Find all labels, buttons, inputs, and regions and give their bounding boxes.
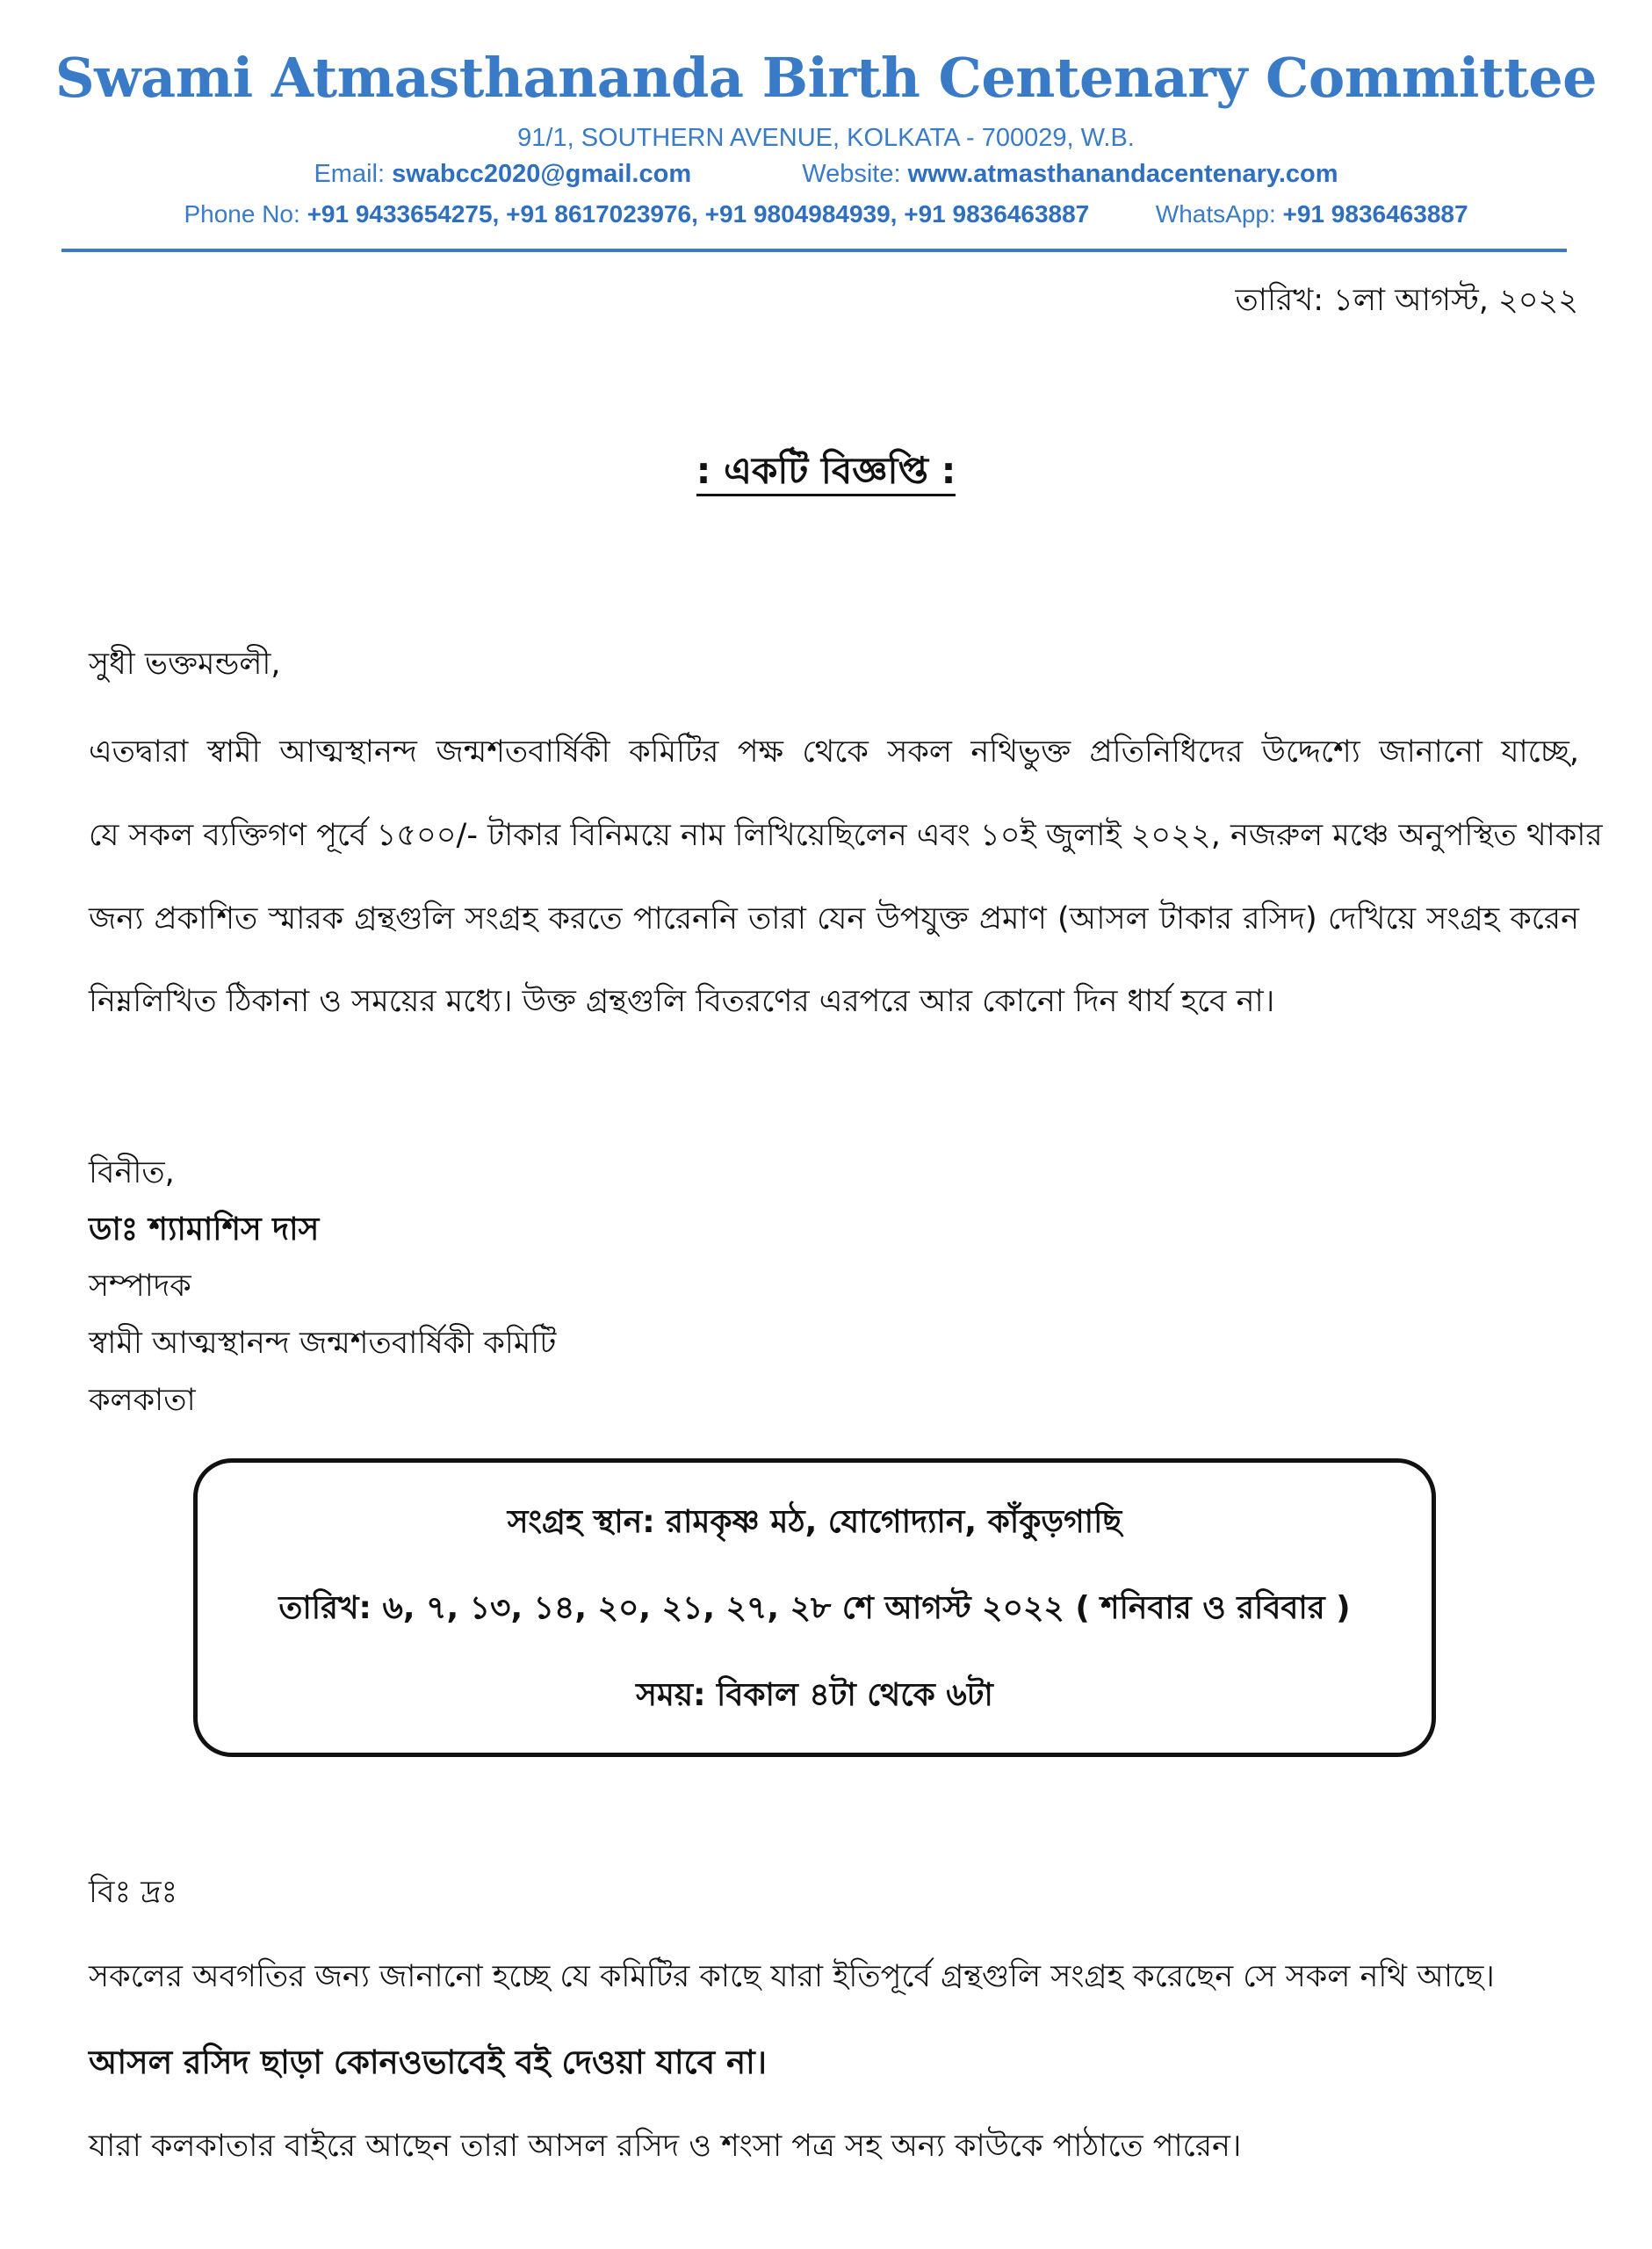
body-line: এতদ্বারা স্বামী আত্মস্থানন্দ জন্মশতবার্ষিকী কমিটির পক্ষ থেকে সকল নথিভুক্ত প্রতিনিধিদের উদ্দেশ্যে জানানো যাচ্ছে, — [89, 734, 1579, 770]
signatory-designation: সম্পাদক — [89, 1269, 191, 1304]
website-link[interactable]: www.atmasthanandacentenary.com — [907, 160, 1338, 188]
postscript-line: সকলের অবগতির জন্য জানানো হচ্ছে যে কমিটির কাছে যারা ইতিপূর্বে গ্রন্থগুলি সংগ্রহ করেছেন সে সকল নথি আছে। — [89, 1959, 1495, 1994]
signatory-city: কলকাতা — [89, 1383, 196, 1418]
whatsapp-number: +91 9836463887 — [1282, 200, 1468, 228]
body-line: নিম্নলিখিত ঠিকানা ও সময়ের মধ্যে। উক্ত গ্রন্থগুলি বিতরণের এরপরে আর কোনো দিন ধার্য হবে না। — [89, 984, 1275, 1019]
notice-heading-text: : একটি বিজ্ঞপ্তি : — [696, 449, 956, 496]
postscript-emphasis: আসল রসিদ ছাড়া কোনওভাবেই বই দেওয়া যাবে না। — [89, 2043, 768, 2081]
email-link[interactable]: swabcc2020@gmail.com — [392, 160, 692, 188]
signatory-committee: স্বামী আত্মস্থানন্দ জন্মশতবার্ষিকী কমিটি — [89, 1326, 557, 1361]
letterhead-divider — [61, 249, 1567, 252]
collection-time: সময়: বিকাল ৪টা থেকে ৬টা — [636, 1677, 993, 1713]
whatsapp-label: WhatsApp: — [1155, 200, 1276, 228]
notice-heading — [0, 442, 1652, 504]
contact-email-website-line — [0, 160, 1652, 189]
postscript-label: বিঃ দ্রঃ — [89, 1875, 178, 1910]
email-label: Email: — [314, 160, 386, 188]
website-label: Website: — [802, 160, 901, 188]
body-line: যে সকল ব্যক্তিগণ পূর্বে ১৫০০/- টাকার বিনিময়ে নাম লিখিয়েছিলেন এবং ১০ই জুলাই ২০২২, নজরুল মঞ্চে অনুপস্থিত থাকার — [89, 818, 1603, 853]
org-name: Swami Atmasthananda Birth Centenary Committee — [54, 46, 1598, 110]
phone-label: Phone No: — [184, 200, 300, 228]
contact-phone-line — [0, 200, 1652, 228]
collection-venue: সংগ্রহ স্থান: রামকৃষ্ণ মঠ, যোগোদ্যান, কাঁকুড়গাছি — [507, 1504, 1122, 1540]
body-line: জন্য প্রকাশিত স্মারক গ্রন্থগুলি সংগ্রহ করতে পারেননি তারা যেন উপযুক্ত প্রমাণ (আসল টাকার রসিদ) দেখিয়ে সংগ্রহ করেন — [89, 901, 1579, 936]
salutation: সুধী ভক্তমন্ডলী, — [89, 647, 281, 682]
collection-dates: তারিখ: ৬, ৭, ১৩, ১৪, ২০, ২১, ২৭, ২৮ শে আগস্ট ২০২২ ( শনিবার ও রবিবার ) — [278, 1590, 1351, 1626]
signatory-name: ডাঃ শ্যামাশিস দাস — [89, 1211, 320, 1247]
phone-numbers: +91 9433654275, +91 8617023976, +91 9804984939, +91 9836463887 — [307, 200, 1090, 228]
postscript-line: যারা কলকাতার বাইরে আছেন তারা আসল রসিদ ও শংসা পত্র সহ অন্য কাউকে পাঠাতে পারেন। — [89, 2129, 1242, 2164]
closing: বিনীত, — [89, 1155, 175, 1190]
letter-date: তারিখ: ১লা আগস্ট, ২০২২ — [1235, 283, 1578, 318]
org-address: 91/1, SOUTHERN AVENUE, KOLKATA - 700029, W.B. — [517, 124, 1135, 152]
